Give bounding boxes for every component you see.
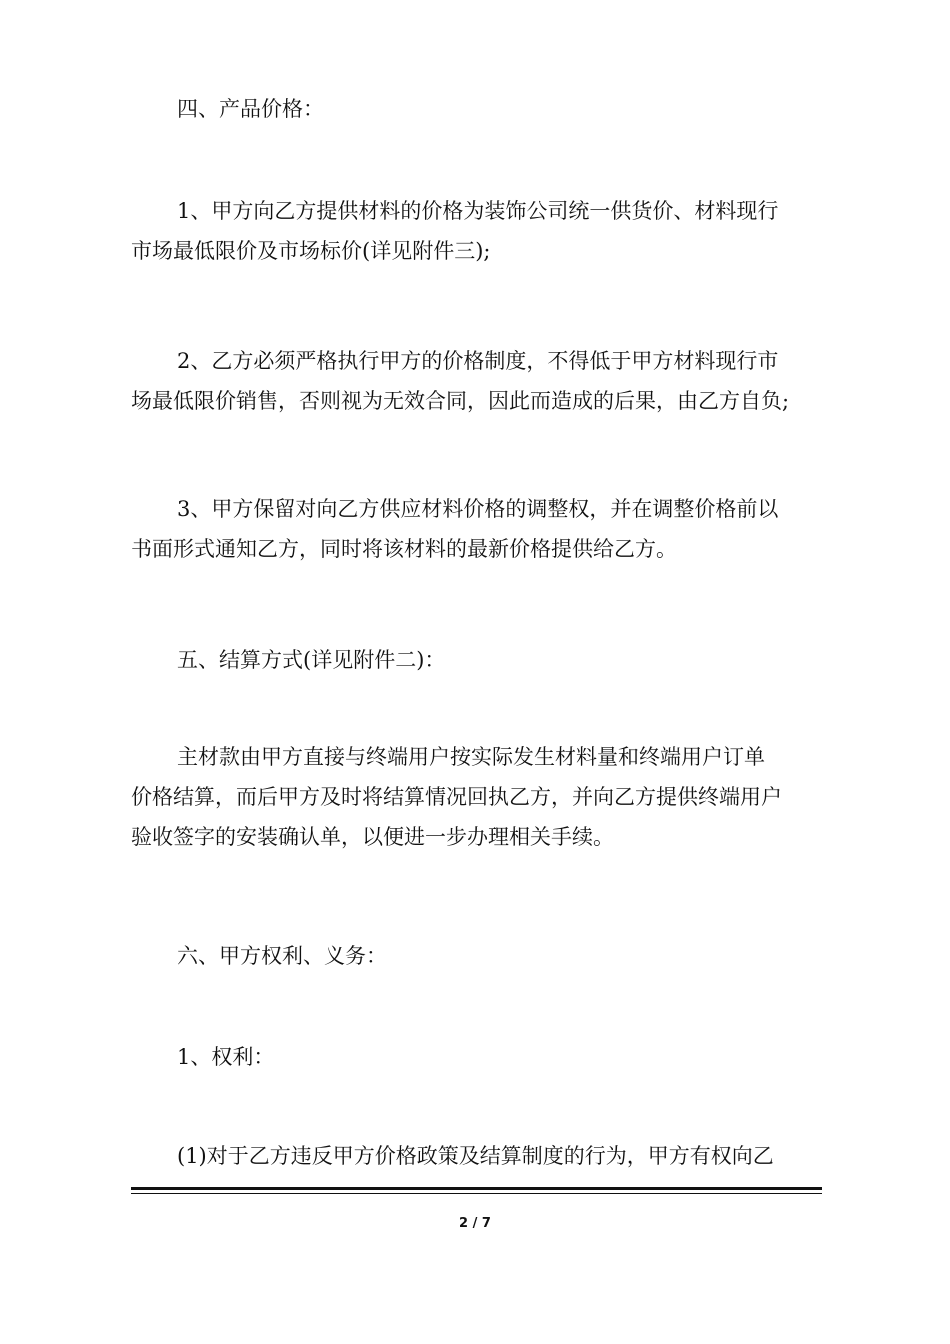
paragraph-line: 主材款由甲方直接与终端用户按实际发生材料量和终端用户订单 [177,745,765,769]
paragraph-line: 四、产品价格： [177,97,324,121]
paragraph-line: 3、甲方保留对向乙方供应材料价格的调整权，并在调整价格前以 [177,497,779,521]
section-heading-party-a-rights [131,936,831,976]
paragraph-line: 价格结算，而后甲方及时将结算情况回执乙方，并向乙方提供终端用户 [131,785,782,809]
paragraph-line: 1、甲方向乙方提供材料的价格为装饰公司统一供货价、材料现行 [177,199,779,223]
paragraph-line: 市场最低限价及市场标价(详见附件三); [131,239,491,263]
paragraph-line: 场最低限价销售，否则视为无效合同，因此而造成的后果，由乙方自负; [131,389,790,413]
page-number: 2 / 7 [459,1216,491,1231]
settlement-paragraph [131,737,831,857]
clause-price-3 [131,489,831,569]
paragraph-line: 1、权利： [177,1045,275,1069]
paragraph-line: (1)对于乙方违反甲方价格政策及结算制度的行为，甲方有权向乙 [177,1144,774,1168]
rights-item-1 [131,1136,831,1176]
clause-price-1 [131,191,831,271]
clause-price-2 [131,341,831,421]
footer-divider-thin [131,1193,822,1194]
paragraph-line: 五、结算方式(详见附件二)： [177,648,446,672]
paragraph-line: 验收签字的安装确认单，以便进一步办理相关手续。 [131,825,614,849]
subsection-rights [131,1037,831,1077]
section-heading-settlement [131,640,831,680]
section-heading-product-price [131,89,831,129]
paragraph-line: 六、甲方权利、义务： [177,944,387,968]
paragraph-line: 2、乙方必须严格执行甲方的价格制度，不得低于甲方材料现行市 [177,349,779,373]
paragraph-line: 书面形式通知乙方，同时将该材料的最新价格提供给乙方。 [131,537,677,561]
footer-divider-thick [131,1187,822,1190]
